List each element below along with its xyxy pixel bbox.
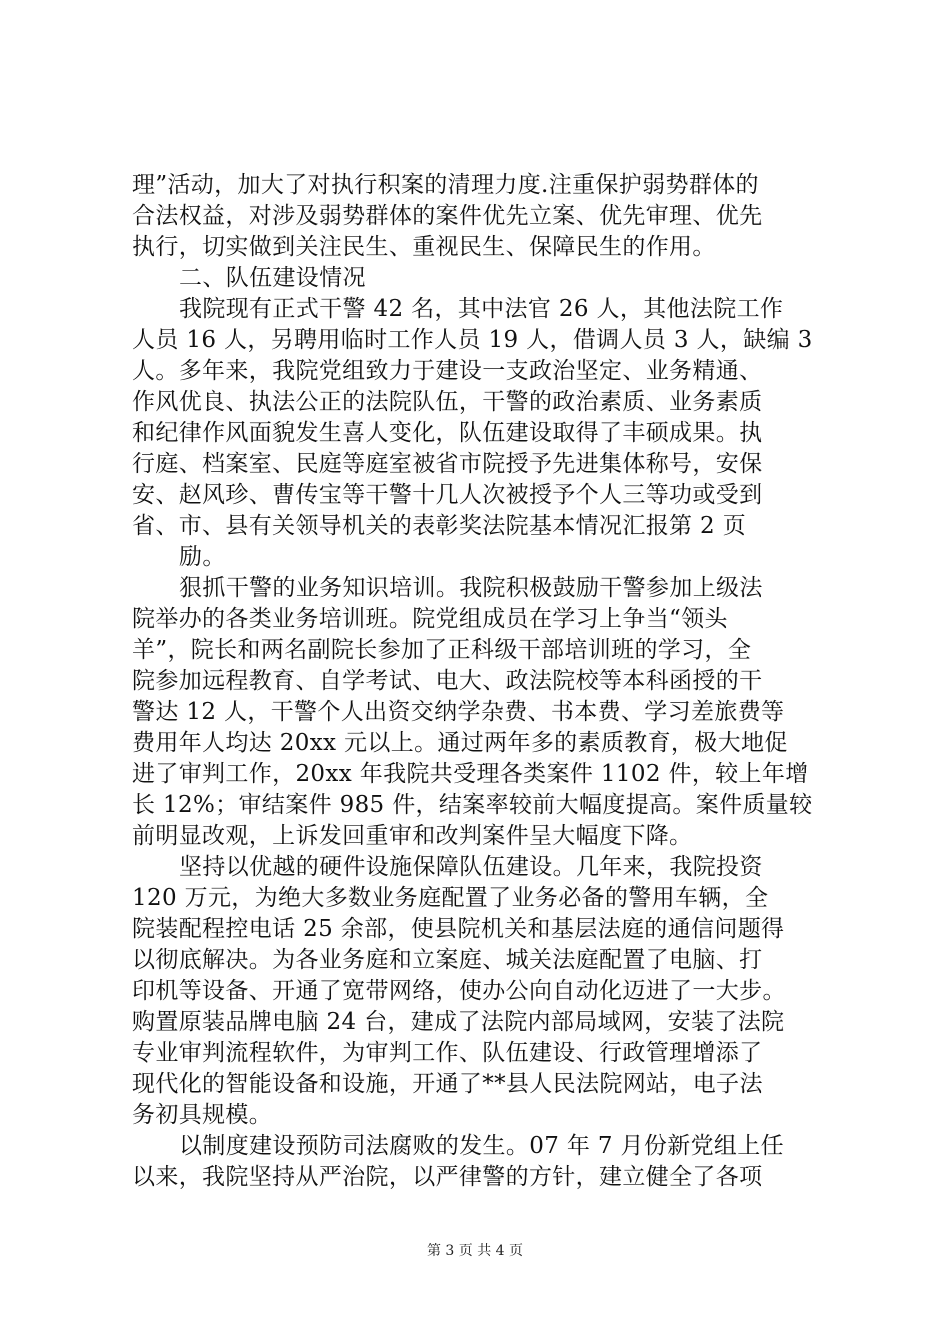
text-line: 励。: [179, 544, 226, 570]
text-line: 和纪律作风面貌发生喜人变化，队伍建设取得了丰硕成果。执: [132, 420, 763, 446]
text-line: 前明显改观，上诉发回重审和改判案件呈大幅度下降。: [132, 823, 693, 849]
text-line: 进了审判工作，20xx 年我院共受理各类案件 1102 件，较上年增: [132, 761, 809, 787]
text-line: 务初具规模。: [132, 1102, 273, 1128]
text-line: 人员 16 人，另聘用临时工作人员 19 人，借调人员 3 人，缺编 3: [132, 327, 813, 353]
text-line: 二、队伍建设情况: [179, 265, 366, 291]
text-line: 现代化的智能设备和设施，开通了**县人民法院网站，电子法: [132, 1071, 763, 1097]
text-line: 人。多年来，我院党组致力于建设一支政治坚定、业务精通、: [132, 358, 763, 384]
text-line: 院装配程控电话 25 余部，使县院机关和基层法庭的通信问题得: [132, 916, 785, 942]
page-footer: 第 3 页 共 4 页: [426, 1243, 524, 1259]
text-line: 省、市、县有关领导机关的表彰奖法院基本情况汇报第 2 页: [132, 513, 747, 539]
text-line: 安、赵风珍、曹传宝等干警十几人次被授予个人三等功或受到: [132, 482, 763, 508]
text-line: 我院现有正式干警 42 名，其中法官 26 人，其他法院工作: [179, 296, 784, 322]
text-line: 警达 12 人，干警个人出资交纳学杂费、书本费、学习差旅费等: [132, 699, 785, 725]
text-line: 120 万元，为绝大多数业务庭配置了业务必备的警用车辆，全: [132, 885, 769, 911]
text-line: 院参加远程教育、自学考试、电大、政法院校等本科函授的干: [132, 668, 763, 694]
text-line: 执行，切实做到关注民生、重视民生、保障民生的作用。: [132, 234, 716, 260]
text-line: 理”活动，加大了对执行积案的清理力度.注重保护弱势群体的: [132, 172, 759, 198]
text-line: 院举办的各类业务培训班。院党组成员在学习上争当“领头: [132, 606, 728, 632]
document-body: [132, 170, 832, 1193]
text-line: 以彻底解决。为各业务庭和立案庭、城关法庭配置了电脑、打: [132, 947, 763, 973]
text-line: 以来，我院坚持从严治院，以严律警的方针，建立健全了各项: [132, 1164, 763, 1190]
text-line: 狠抓干警的业务知识培训。我院积极鼓励干警参加上级法: [179, 575, 763, 601]
text-line: 购置原装品牌电脑 24 台，建成了法院内部局域网，安装了法院: [132, 1009, 785, 1035]
text-line: 以制度建设预防司法腐败的发生。07 年 7 月份新党组上任: [179, 1133, 784, 1159]
text-line: 长 12%；审结案件 985 件，结案率较前大幅度提高。案件质量较: [132, 792, 813, 818]
text-line: 行庭、档案室、民庭等庭室被省市院授予先进集体称号，安保: [132, 451, 763, 477]
text-line: 费用年人均达 20xx 元以上。通过两年多的素质教育，极大地促: [132, 730, 788, 756]
text-line: 坚持以优越的硬件设施保障队伍建设。几年来，我院投资: [179, 854, 763, 880]
text-line: 作风优良、执法公正的法院队伍，干警的政治素质、业务素质: [132, 389, 763, 415]
text-line: 印机等设备、开通了宽带网络，使办公向自动化迈进了一大步。: [132, 978, 786, 1004]
text-line: 合法权益，对涉及弱势群体的案件优先立案、优先审理、优先: [132, 203, 763, 229]
text-line: 羊”，院长和两名副院长参加了正科级干部培训班的学习，全: [132, 637, 752, 663]
text-line: 专业审判流程软件，为审判工作、队伍建设、行政管理增添了: [132, 1040, 763, 1066]
